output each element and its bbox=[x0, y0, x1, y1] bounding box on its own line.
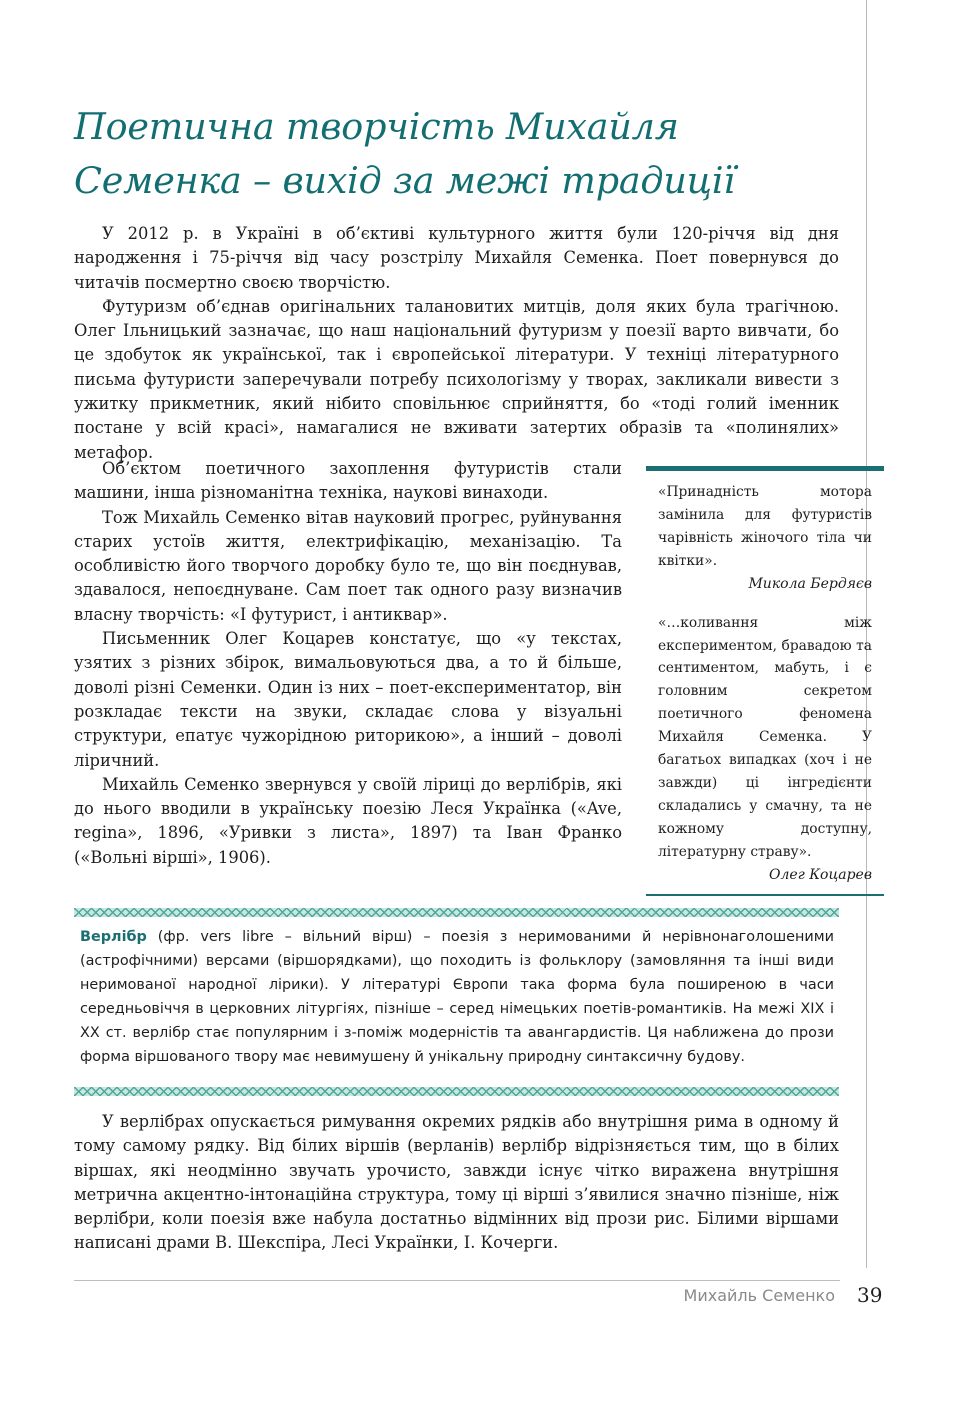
body-paragraph: Тож Михайль Семенко вітав науковий прогрес, руйнування старих устоїв життя, електрифікацію, механізацію. Та особливістю його творчого доробку було те, що він поєднував, здавалося, непоєднуване. Сам поет так одного разу визначив власну творчість: «І футурист, і антиквар». bbox=[74, 507, 622, 624]
sidebar-top-rule bbox=[646, 466, 884, 471]
running-footer: Михайль Семенко bbox=[683, 1286, 835, 1305]
quote-text: «…коливання між експериментом, бравадою та сентиментом, мабуть, і є головним секретом поетичного феномена Михайля Семенка. У багатьох випадках (хоч і не завжди) ці інгредієнти складались у смачну, та не кожному доступну, літературну страву». bbox=[658, 614, 872, 860]
intro-paragraph: Футуризм об’єднав оригінальних талановитих митців, доля яких була трагічною. Олег Ільницький зазначає, що наш національний футуризм у поезії варто вивчати, бо це здобуток як української, так і європейської літератури. У техніці літературного письма футуристи заперечували потребу психологізму у творах, закликали вивести з ужитку прикметник, який нібито сповільнює сприйняття, бо «тоді голий іменник постане у всій красі», намагалися не вживати затертих образів та «полинялих» метафор. bbox=[74, 296, 839, 462]
main-column bbox=[74, 457, 622, 870]
sidebar-bottom-rule bbox=[646, 894, 884, 896]
closing-paragraph: У верлібрах опускається римування окремих рядків або внутрішня рима в одному й тому самому рядку. Від білих віршів (верланів) верлібр відрізняється тим, що в білих віршах, які неодмінно звучать урочисто, завжди існує чітко виражена внутрішня метрична акцентно-інтонаційна структура, тому ці вірші з’явилися значно пізніше, ніж верлібри, коли поезія вже набула достатньо відмінних від прози рис. Білими віршами написані драми В. Шекспіра, Лесі Українки, І. Кочерги. bbox=[74, 1112, 839, 1253]
footer-rule bbox=[74, 1280, 840, 1281]
intro-paragraph: У 2012 р. в Україні в об’єктиві культурного життя були 120-річчя від дня народження і 75-річчя від часу розстрілу Михайля Семенка. Поет повернувся до читачів посмертно своєю творчістю. bbox=[74, 224, 839, 292]
body-paragraph: Письменник Олег Коцарев констатує, що «у текстах, узятих з різних збірок, вимальовуються два, а то й більше, доволі різні Семенки. Один із них – поет-експериментатор, він розкладає тексти на звуки, складає слова у візуальні структури, епатує чужорідною риторикою», а інший – доволі ліричний. bbox=[74, 629, 622, 770]
definition-term: Верлібр bbox=[80, 929, 147, 945]
quote-text: «Принадність мотора замінила для футуристів чарівність жіночого тіла чи квітки». bbox=[658, 484, 872, 569]
quote-sidebar bbox=[658, 481, 872, 886]
definition-band-bottom bbox=[74, 1087, 839, 1096]
body-paragraph: Михайль Семенко звернувся у своїй ліриці до верлібрів, які до нього вводили в українську поезію Леся Українка («Ave, regina», 1896, «Уривки з листа», 1897) та Іван Франко («Вольні вірші», 1906). bbox=[74, 774, 622, 867]
closing-section bbox=[74, 1110, 839, 1256]
definition-text: (фр. vers libre – вільний вірш) – поезія з неримованими й нерівнонаголошеними (астрофічними) версами (віршорядками), що походить із фольклору (замовляння та інші види неримованої народної лірики). У літературі Європи така форма була поширеною в часи середньовіччя в церковних літургіях, пізніше – серед німецьких поетів-романтиків. На межі ХІХ і ХХ ст. верлібр стає популярним і з-поміж модерністів та авангардистів. Ця наближена до прози форма віршованого твору має невимушену й унікальну природну синтаксичну будову. bbox=[80, 929, 834, 1065]
quote-author: Олег Коцарев bbox=[769, 866, 872, 883]
definition-band-top bbox=[74, 908, 839, 917]
intro-section bbox=[74, 222, 839, 465]
definition-box bbox=[80, 925, 834, 1069]
page-title: Поетична творчість Михайля Семенка – вихід за межі традиції bbox=[74, 105, 735, 202]
body-paragraph: Об’єктом поетичного захоплення футуристів стали машини, інша різноманітна техніка, наукові винаходи. bbox=[74, 459, 622, 503]
quote-author: Микола Бердяєв bbox=[748, 575, 872, 592]
page-number: 39 bbox=[857, 1283, 883, 1307]
